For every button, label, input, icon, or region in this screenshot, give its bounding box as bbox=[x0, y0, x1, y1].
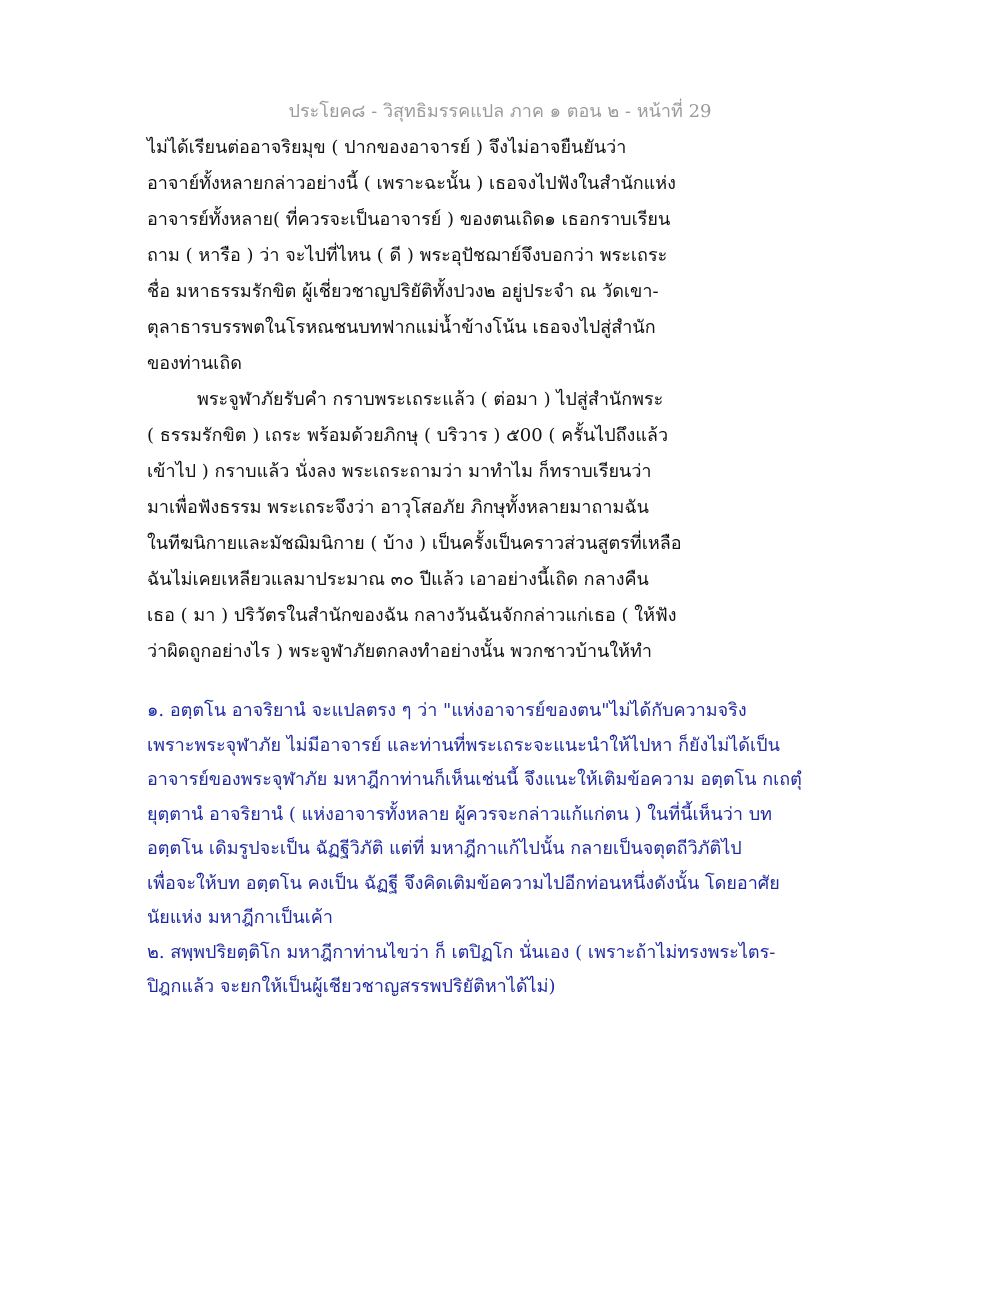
text-line: ถาม ( หารือ ) ว่า จะไปที่ไหน ( ดี ) พระอุปัชฌาย์จึงบอกว่า พระเถระ bbox=[147, 245, 668, 266]
main-text bbox=[147, 130, 867, 670]
text-line: เธอ ( มา ) ปริวัตรในสำนักของฉัน กลางวันฉันจักกล่าวแก่เธอ ( ให้ฟัง bbox=[147, 605, 677, 626]
text-line: ( ธรรมรักขิต ) เถระ พร้อมด้วยภิกษุ ( บริวาร ) ๕00 ( ครั้นไปถึงแล้ว bbox=[147, 425, 669, 446]
footnotes bbox=[147, 694, 867, 1005]
text-line: อาจาย์ทั้งหลายกล่าวอย่างนี้ ( เพราะฉะนั้น ) เธอจงไปฟังในสำนักแห่ง bbox=[147, 173, 676, 194]
text-line: ของท่านเถิด bbox=[147, 353, 242, 374]
footnote-line: อตฺตโน เดิมรูปจะเป็น ฉัฏฐีวิภัติ แต่ที่ มหาฎีกาแก้ไปนั้น กลายเป็นจตุตถีวิภัติไป bbox=[147, 838, 742, 859]
text-line: ชื่อ มหาธรรมรักขิต ผู้เชี่ยวชาญปริยัติทั้งปวง๒ อยู่ประจำ ณ วัดเขา- bbox=[147, 281, 659, 302]
text-line: มาเพื่อฟังธรรม พระเถระจึงว่า อาวุโสอภัย ภิกษุทั้งหลายมาถามฉัน bbox=[147, 497, 649, 518]
footnote-line: เพื่อจะให้บท อตฺตโน คงเป็น ฉัฏฐี จึงคิดเติมข้อความไปอีกท่อนหนึ่งดังนั้น โดยอาศัย bbox=[147, 872, 780, 894]
text-line: ตุลาธารบรรพตในโรหณชนบทฟากแม่น้ำข้างโน้น เธอจงไปสู่สำนัก bbox=[147, 317, 656, 338]
footnote-line: ๒. สพฺพปริยตฺติโก มหาฎีกาท่านไขว่า ก็ เตปิฏโก นั่นเอง ( เพราะถ้าไม่ทรงพระไตร- bbox=[147, 941, 776, 963]
text-line: เข้าไป ) กราบแล้ว นั่งลง พระเถระถามว่า มาทำไม ก็ทราบเรียนว่า bbox=[147, 461, 652, 482]
text-line-indented: พระจูฬาภัยรับคำ กราบพระเถระแล้ว ( ต่อมา ) ไปสู่สำนักพระ bbox=[197, 389, 664, 410]
footnote-line: ๑. อตฺตโน อาจริยานํ จะแปลตรง ๆ ว่า "แห่งอาจารย์ของตน"ไม่ได้กับความจริง bbox=[147, 700, 747, 721]
footnote-line: อาจารย์ของพระจุฬาภัย มหาฎีกาท่านก็เห็นเช่นนี้ จึงแนะให้เติมข้อความ อตฺตโน กเถตุํ bbox=[147, 769, 802, 790]
page-header: ประโยค๘ - วิสุทธิมรรคแปล ภาค ๑ ตอน ๒ - หน้าที่ 29 bbox=[288, 101, 712, 122]
text-line: ว่าผิดถูกอย่างไร ) พระจูฬาภัยตกลงทำอย่างนั้น พวกชาวบ้านให้ทำ bbox=[147, 641, 652, 662]
footnote-line: ยุตฺตานํ อาจริยานํ ( แห่งอาจารทั้งหลาย ผู้ควรจะกล่าวแก้แก่ตน ) ในที่นี้เห็นว่า บท bbox=[147, 803, 773, 825]
footnote-line: นัยแห่ง มหาฎีกาเป็นเค้า bbox=[147, 907, 333, 928]
text-line: ฉันไม่เคยเหลียวแลมาประมาณ ๓๐ ปีแล้ว เอาอย่างนี้เถิด กลางคืน bbox=[147, 569, 649, 590]
footnote-line: ปิฎกแล้ว จะยกให้เป็นผู้เชียวชาญสรรพปริยัติหาได้ไม่) bbox=[147, 976, 556, 997]
text-line: อาจารย์ทั้งหลาย( ที่ควรจะเป็นอาจารย์ ) ของตนเถิด๑ เธอกราบเรียน bbox=[147, 209, 671, 230]
text-line: ในทีฆนิกายและมัชฌิมนิกาย ( บ้าง ) เป็นครั้งเป็นคราวส่วนสูตรที่เหลือ bbox=[147, 533, 682, 554]
text-line: ไม่ได้เรียนต่ออาจริยมุข ( ปากของอาจารย์ ) จึงไม่อาจยืนยันว่า bbox=[147, 137, 627, 158]
footnote-line: เพราะพระจุฬาภัย ไม่มีอาจารย์ และท่านที่พระเถระจะแนะนำให้ไปหา ก็ยังไม่ได้เป็น bbox=[147, 734, 780, 756]
